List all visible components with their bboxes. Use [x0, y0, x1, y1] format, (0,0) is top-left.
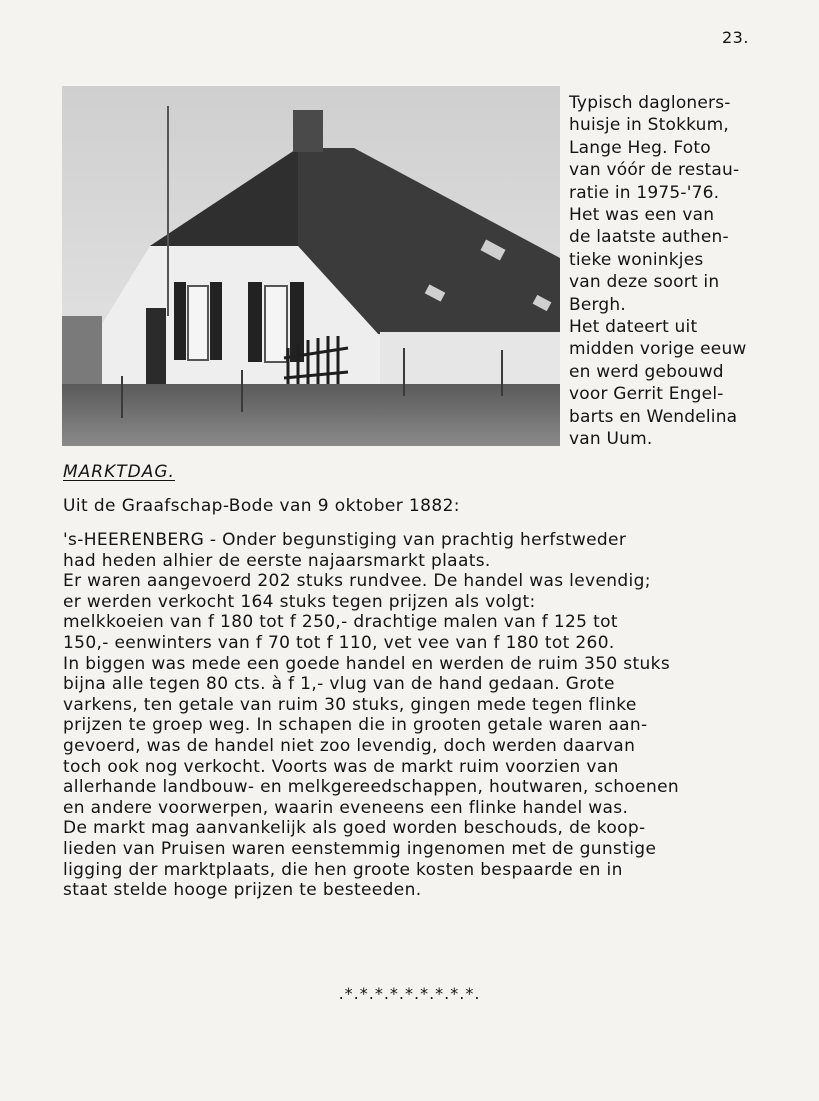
caption-line: barts en Wendelina [569, 406, 738, 427]
caption-line: Het was een van [569, 205, 715, 226]
article-line: staat stelde hooge prijzen te besteeden. [63, 880, 422, 901]
article-line: ligging der marktplaats, die hen groote kosten bespaarde en in [63, 859, 623, 880]
farmhouse-photo [62, 86, 560, 446]
caption-line: midden vorige eeuw [569, 339, 747, 360]
farmhouse-illustration [62, 86, 560, 446]
source-line: Uit de Graafschap-Bode van 9 oktober 1882: [63, 496, 460, 516]
caption-line: Het dateert uit [569, 317, 698, 338]
article-line: en andere voorwerpen, waarin eveneens een flinke handel was. [63, 797, 629, 818]
article-line: Er waren aangevoerd 202 stuks rundvee. De handel was levendig; [63, 571, 651, 592]
caption-line: van vóór de restau- [569, 160, 740, 181]
article-line: toch ook nog verkocht. Voorts was de markt ruim voorzien van [63, 756, 619, 777]
caption-line: huisje in Stokkum, [569, 115, 729, 136]
caption-line: de laatste authen- [569, 227, 729, 248]
caption-line: Lange Heg. Foto [569, 137, 711, 158]
caption-line: ratie in 1975-'76. [569, 182, 720, 203]
article-line: lieden van Pruisen waren eenstemmig ingenomen met de gunstige [63, 838, 657, 859]
article-line: De markt mag aanvankelijk als goed worden beschouds, de koop- [63, 818, 646, 839]
page-number: 23. [722, 28, 749, 47]
caption-line: Bergh. [569, 294, 626, 315]
article-line: In biggen was mede een goede handel en werden de ruim 350 stuks [63, 653, 671, 674]
section-separator: .*.*.*.*.*.*.*.*.*. [338, 984, 481, 1003]
caption-line: van Uum. [569, 429, 653, 450]
article-line: prijzen te groep weg. In schapen die in grooten getale waren aan- [63, 715, 648, 736]
caption-line: Typisch dagloners- [569, 93, 731, 113]
article-line: gevoerd, was de handel niet zoo levendig, doch werden daarvan [63, 735, 636, 756]
caption-line: voor Gerrit Engel- [569, 384, 724, 405]
caption-line: en werd gebouwd [569, 361, 724, 382]
caption-line: van deze soort in [569, 272, 720, 293]
article-line: 's-HEERENBERG - Onder begunstiging van prachtig herfstweder [63, 530, 627, 550]
caption-line: tieke woninkjes [569, 249, 704, 270]
article-body [63, 530, 798, 901]
article-line: er werden verkocht 164 stuks tegen prijzen als volgt: [63, 591, 536, 612]
section-heading: MARKTDAG. [63, 462, 175, 482]
article-line: melkkoeien van f 180 tot f 250,- drachtige malen van f 125 tot [63, 612, 618, 633]
article-line: bijna alle tegen 80 cts. à f 1,- vlug van de hand gedaan. Grote [63, 674, 615, 695]
article-line: had heden alhier de eerste najaarsmarkt plaats. [63, 550, 491, 571]
article-line: varkens, ten getale van ruim 30 stuks, gingen mede tegen flinke [63, 694, 637, 715]
article-line: 150,- eenwinters van f 70 tot f 110, vet vee van f 180 tot 260. [63, 632, 615, 653]
article-line: allerhande landbouw- en melkgereedschappen, houtwaren, schoenen [63, 777, 680, 798]
photo-caption [569, 92, 809, 451]
